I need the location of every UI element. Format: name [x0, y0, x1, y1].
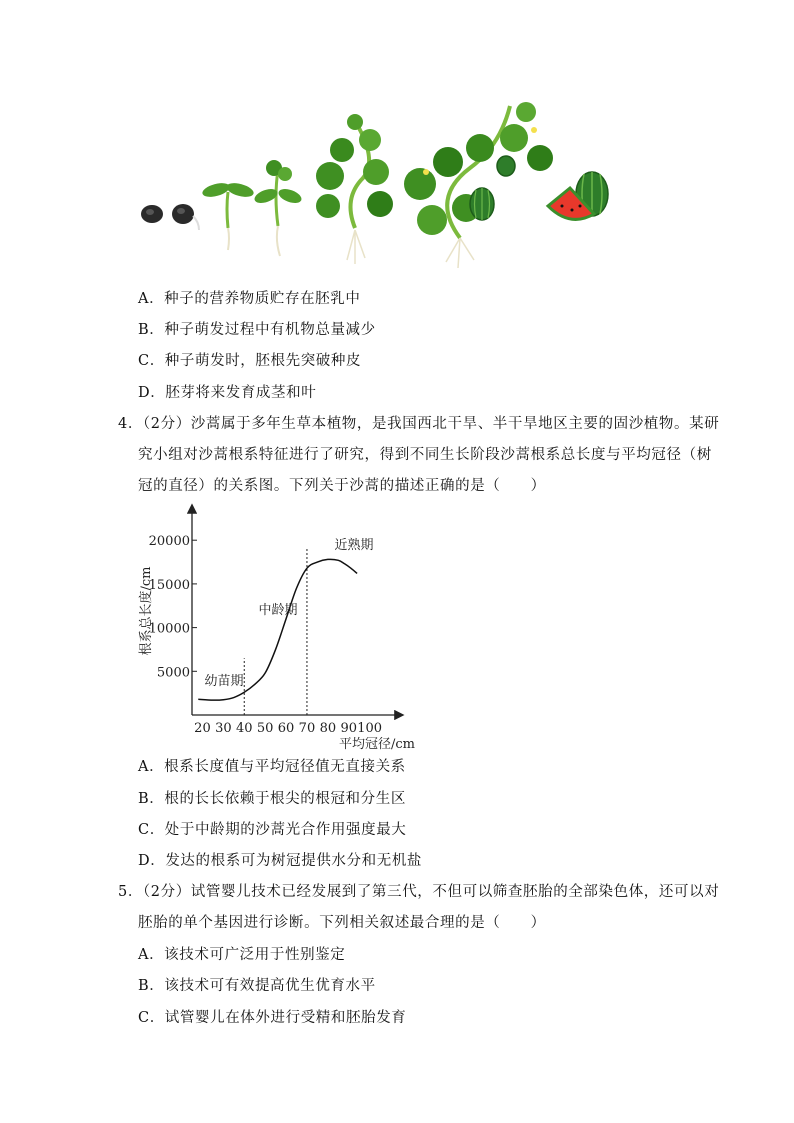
q3-option-a: A．种子的营养物质贮存在胚乳中 [138, 291, 361, 307]
seedling-icon [201, 181, 255, 250]
q4-option-d: D．发达的根系可为树冠提供水分和无机盐 [138, 853, 423, 869]
stage-label-near-mature: 近熟期 [334, 538, 374, 553]
x-tick-label: 40 [235, 721, 253, 736]
fruiting-plant-icon [404, 102, 553, 268]
seed-icon [172, 204, 199, 230]
seed-icon [141, 205, 163, 223]
y-axis-label: 根系总长度/cm [139, 566, 154, 656]
q5-stem-line-1: 5．（2分）试管婴儿技术已经发展到了第三代，不但可以筛查胚胎的全部染色体，还可以对 [118, 884, 720, 900]
q4-stem-line-2: 究小组对沙蒿根系特征进行了研究，得到不同生长阶段沙蒿根系总长度与平均冠径（树 [138, 447, 712, 463]
stage-label-seedling: 幼苗期 [204, 674, 244, 689]
watermelon-icon [548, 172, 608, 219]
y-tick-label: 5000 [156, 665, 190, 681]
x-tick-label: 20 [194, 721, 211, 736]
q4-option-a: A．根系长度值与平均冠径值无直接关系 [138, 759, 406, 775]
y-tick-label: 15000 [148, 577, 190, 593]
x-tick-label: 80 [319, 721, 337, 736]
q5-option-c: C．试管婴儿在体外进行受精和胚胎发育 [138, 1010, 407, 1026]
q3-option-c: C．种子萌发时，胚根先突破种皮 [138, 353, 362, 369]
young-plant-icon [316, 114, 393, 264]
seedling-icon [253, 160, 304, 256]
q4-stem-line-3: 冠的直径）的关系图。下列关于沙蒿的描述正确的是（ ） [138, 478, 546, 494]
q5-option-b: B．该技术可有效提高优生优育水平 [138, 978, 376, 994]
x-tick-label: 60 [277, 721, 295, 736]
y-tick-label: 20000 [148, 534, 190, 550]
q4-option-b: B．根的长长依赖于根尖的根冠和分生区 [138, 791, 406, 807]
y-tick-label: 10000 [148, 621, 190, 637]
x-tick-label: 30 [215, 721, 232, 736]
q3-option-b: B．种子萌发过程中有机物总量减少 [138, 322, 376, 338]
root-length-chart [132, 496, 422, 758]
x-tick-label: 90 [340, 721, 358, 736]
x-tick-label: 50 [256, 721, 274, 736]
q5-option-a: A．该技术可广泛用于性别鉴定 [138, 947, 346, 963]
watermelon-growth-illustration [130, 98, 620, 273]
x-axis-label: 平均冠径/cm [339, 737, 415, 752]
q5-stem-line-2: 胚胎的单个基因进行诊断。下列相关叙述最合理的是（ ） [138, 915, 546, 931]
x-tick-label: 70 [298, 721, 316, 736]
q3-option-d: D．胚芽将来发育成茎和叶 [138, 385, 317, 401]
x-tick-label: 100 [357, 721, 383, 736]
stage-label-middle-age: 中龄期 [258, 603, 298, 618]
q4-stem-line-1: 4．（2分）沙蒿属于多年生草本植物，是我国西北干旱、半干旱地区主要的固沙植物。某研 [118, 416, 720, 432]
q4-option-c: C．处于中龄期的沙蒿光合作用强度最大 [138, 822, 407, 838]
